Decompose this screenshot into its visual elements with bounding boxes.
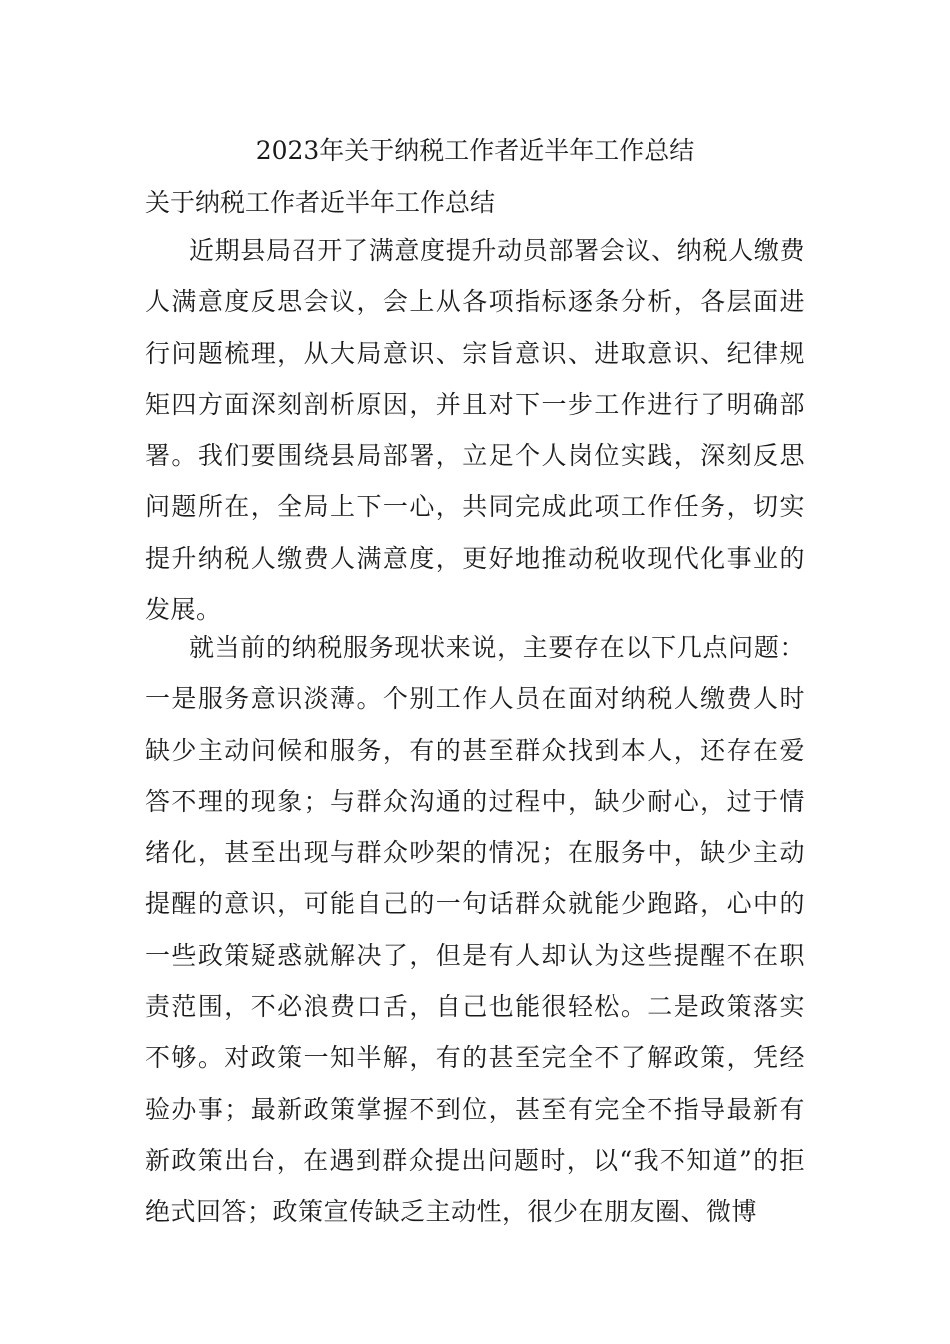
body-paragraph: 近期县局召开了满意度提升动员部署会议、纳税人缴费人满意度反思会议，会上从各项指标逐条分析，各层面进行问题梳理，从大局意识、宗旨意识、进取意识、纪律规矩四方面深刻剖析原因，并且对下一步工作进行了明确部署。我们要围绕县局部署，立足个人岗位实践，深刻反思问题所在，全局上下一心，共同完成此项工作任务，切实提升纳税人缴费人满意度，更好地推动税收现代化事业的发展。 [145,236,805,625]
document-subtitle: 关于纳税工作者近半年工作总结 [145,188,496,217]
document-title: 2023年关于纳税工作者近半年工作总结 [255,136,695,165]
body-paragraph: 就当前的纳税服务现状来说，主要存在以下几点问题：一是服务意识淡薄。个别工作人员在面对纳税人缴费人时缺少主动问候和服务，有的甚至群众找到本人，还存在爱答不理的现象；与群众沟通的过程中，缺少耐心，过于情绪化，甚至出现与群众吵架的情况；在服务中，缺少主动提醒的意识，可能自己的一句话群众就能少跑路，心中的一些政策疑惑就解决了，但是有人却认为这些提醒不在职责范围，不必浪费口舌，自己也能很轻松。二是政策落实不够。对政策一知半解，有的甚至完全不了解政策，凭经验办事；最新政策掌握不到位，甚至有完全不指导最新有新政策出台，在遇到群众提出问题时，以“我不知道”的拒绝式回答；政策宣传缺乏主动性，很少在朋友圈、微博 [145,633,805,1227]
